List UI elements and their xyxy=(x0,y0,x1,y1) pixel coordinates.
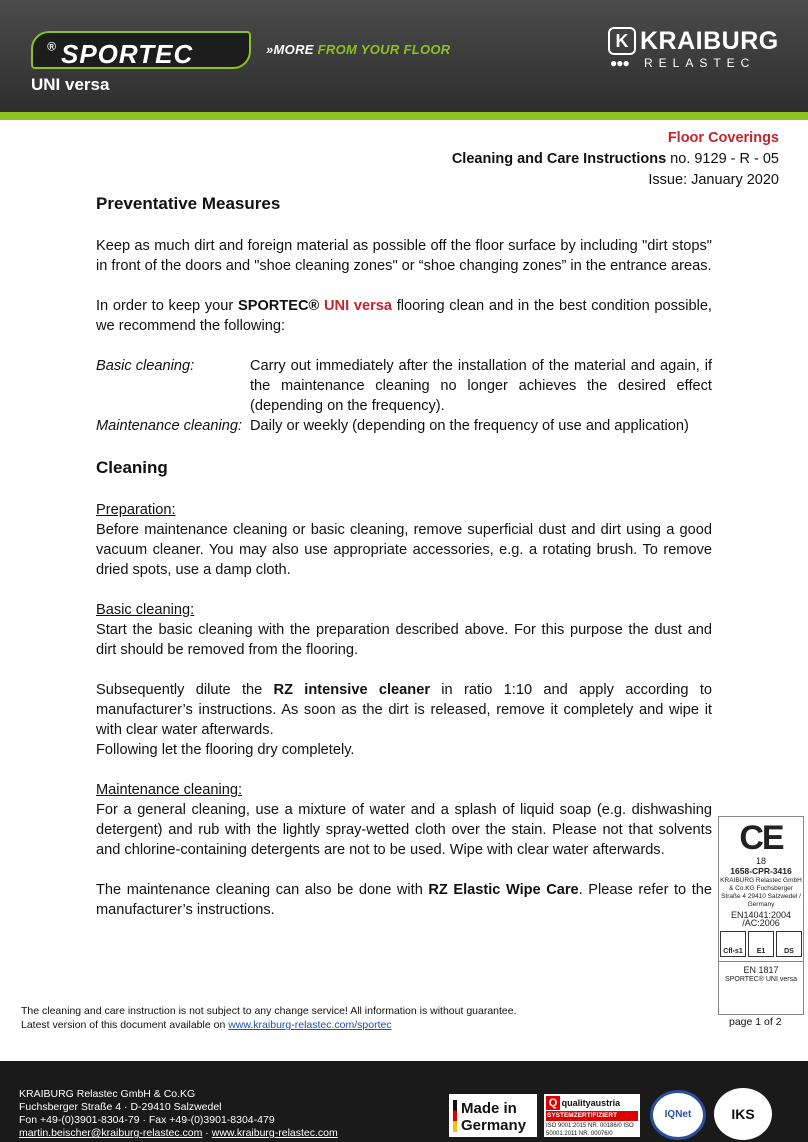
text: The maintenance cleaning can also be done with xyxy=(96,882,429,898)
para-basic xyxy=(96,600,712,660)
text: For a general cleaning, use a mixture of water and a splash of liquid soap (e.g. dishwashing detergent) and rub with the lightly spray-wetted cloth over the stain. Please not that solvents and chlorine-containing detergents are not to be used. Wipe with clear water afterwards. xyxy=(96,802,712,858)
qa-logo-icon: Q xyxy=(546,1096,560,1110)
heading-preventative: Preventative Measures xyxy=(96,194,281,213)
text: in ratio 1:10 and apply according to manufacturer’s instructions. As soon as the dirt is released, remove it completely and wipe it with clear water afterwards. xyxy=(96,682,712,738)
iqnet-seal-icon: IQNet xyxy=(650,1090,706,1140)
germany-text: Germany xyxy=(461,1117,527,1134)
company-name: KRAIBURG xyxy=(640,27,779,55)
product-inline: UNI versa xyxy=(324,298,392,314)
text: Subsequently dilute the xyxy=(96,682,274,698)
qa-iso: ISO 9001:2015 NR. 00186/0 ISO 50001:2011 NR. 00076/0 xyxy=(546,1123,634,1137)
disclaimer-text: The cleaning and care instruction is not subject to any change service! All information is without guarantee. xyxy=(21,1005,517,1017)
para-keep xyxy=(96,296,712,336)
ce-issuer: KRAIBURG Relastec GmbH & Co.KG Fuchsberger Straße 4 29410 Salzwedel / Germany xyxy=(720,877,802,908)
subheading-basic: Basic cleaning: xyxy=(96,602,195,618)
footer-street: Fuchsberger Straße 4 · D-29410 Salzwedel xyxy=(19,1101,222,1113)
ce-norm2: EN 1817 xyxy=(743,965,779,975)
maint-label: Maintenance cleaning: xyxy=(96,418,243,434)
doc-title-line xyxy=(452,149,779,170)
kraiburg-logo-icon: K xyxy=(608,27,636,55)
page-number: page 1 of 2 xyxy=(729,1016,782,1028)
category: Floor Coverings xyxy=(667,130,779,146)
ce-icons xyxy=(719,931,803,957)
quality-austria-badge xyxy=(544,1094,640,1137)
tagline-floor: FLOOR xyxy=(403,42,451,57)
text: flooring clean and in the best condition possible, we recommend the following: xyxy=(96,298,712,334)
latest-version-link[interactable]: www.kraiburg-relastec.com/sportec xyxy=(228,1019,392,1031)
made-in-text: Made in xyxy=(461,1100,517,1117)
text: Before maintenance cleaning or basic cleaning, remove superficial dust and dirt using a good vacuum cleaner. You may also use appropriate accessories, e.g. a rotating brush. To remove dried spots, use a damp cloth. xyxy=(96,522,712,578)
tagline-more: MORE xyxy=(273,42,314,57)
sportec-logo xyxy=(31,31,251,69)
ce-year: 18 xyxy=(755,856,766,866)
ce-label xyxy=(718,816,804,1015)
para-maintenance xyxy=(96,780,712,860)
ce-norm: EN14041:2004 /AC:2006 xyxy=(730,910,792,928)
ce-cpr: 1658-CPR-3416 xyxy=(730,866,792,876)
footer-phone: Fon +49-(0)3901-8304-79 · Fax +49-(0)3901-8304-479 xyxy=(19,1114,275,1126)
hcho-icon: E1 xyxy=(748,931,774,957)
email-link[interactable]: martin.beischer@kraiburg-relastec.com xyxy=(19,1127,203,1139)
footer-contact xyxy=(19,1127,338,1140)
ce-product: SPORTEC® UNI versa xyxy=(725,976,797,983)
qa-bar: SYSTEMZERTIFIZIERT xyxy=(546,1111,638,1121)
product-intensive-cleaner: RZ intensive cleaner xyxy=(273,682,430,698)
basic-text: Carry out immediately after the installation of the material and again, if the maintenance cleaning no longer achieves the desired effect (depending on the frequency). xyxy=(250,358,712,414)
heading-cleaning: Cleaning xyxy=(96,458,168,477)
slip-icon: DS xyxy=(776,931,802,957)
document-body xyxy=(96,192,712,940)
text: In order to keep your xyxy=(96,298,238,314)
ce-mark-icon: CE xyxy=(739,819,783,857)
website-link[interactable]: www.kraiburg-relastec.com xyxy=(211,1127,338,1139)
product-wipe-care: RZ Elastic Wipe Care xyxy=(428,882,579,898)
footer-company: KRAIBURG Relastec GmbH & Co.KG xyxy=(19,1088,196,1100)
tagline-arrows: » xyxy=(266,42,274,57)
made-in-germany-badge xyxy=(449,1094,537,1137)
brand-name: SPORTEC xyxy=(61,39,194,69)
footer-address xyxy=(19,1088,338,1140)
text: Following let the flooring dry completely. xyxy=(96,742,355,758)
subheading-preparation: Preparation: xyxy=(96,502,176,518)
brand-inline: SPORTEC® xyxy=(237,298,320,314)
company-dots: ●●● xyxy=(610,56,629,70)
maintenance-cleaning-row xyxy=(96,416,712,436)
latest-version xyxy=(21,1018,517,1032)
basic-cleaning-row xyxy=(96,356,712,416)
header-bar xyxy=(0,0,808,112)
para-also xyxy=(96,880,712,920)
text: . Please refer to the manufacturer’s instructions. xyxy=(96,882,712,918)
tagline-from: FROM YOUR xyxy=(317,42,400,57)
subheading-maintenance: Maintenance cleaning: xyxy=(96,782,243,798)
para-dilute xyxy=(96,680,712,760)
qa-name: qualityaustria xyxy=(561,1098,621,1108)
document-meta xyxy=(452,128,779,191)
header-accent-line xyxy=(0,112,808,120)
text: Start the basic cleaning with the preparation described above. For this purpose the dust and dirt should be removed from the flooring. xyxy=(96,622,712,658)
doc-title: Cleaning and Care Instructions xyxy=(451,151,667,167)
maint-text: Daily or weekly (depending on the frequency of use and application) xyxy=(250,418,689,434)
company-sub: RELASTEC xyxy=(644,56,756,70)
para-preventative: Keep as much dirt and foreign material as possible off the floor surface by including "dirt stops" in front of the doors and "shoe cleaning zones" or “shoe changing zones” in the entrance areas. xyxy=(96,238,712,274)
product-name: UNI versa xyxy=(31,75,110,94)
disclaimer xyxy=(21,1004,517,1032)
issue-date: Issue: January 2020 xyxy=(648,172,779,188)
iks-seal-icon: IKS xyxy=(714,1088,772,1140)
tagline xyxy=(266,42,450,57)
para-preparation xyxy=(96,500,712,580)
basic-label: Basic cleaning: xyxy=(96,358,195,374)
text: Latest version of this document available on xyxy=(21,1019,229,1031)
separator: · xyxy=(202,1127,212,1139)
doc-number: no. 9129 - R - 05 xyxy=(666,151,779,167)
fire-icon: Cfl-s1 xyxy=(720,931,746,957)
brand-reg: ® xyxy=(47,39,57,54)
